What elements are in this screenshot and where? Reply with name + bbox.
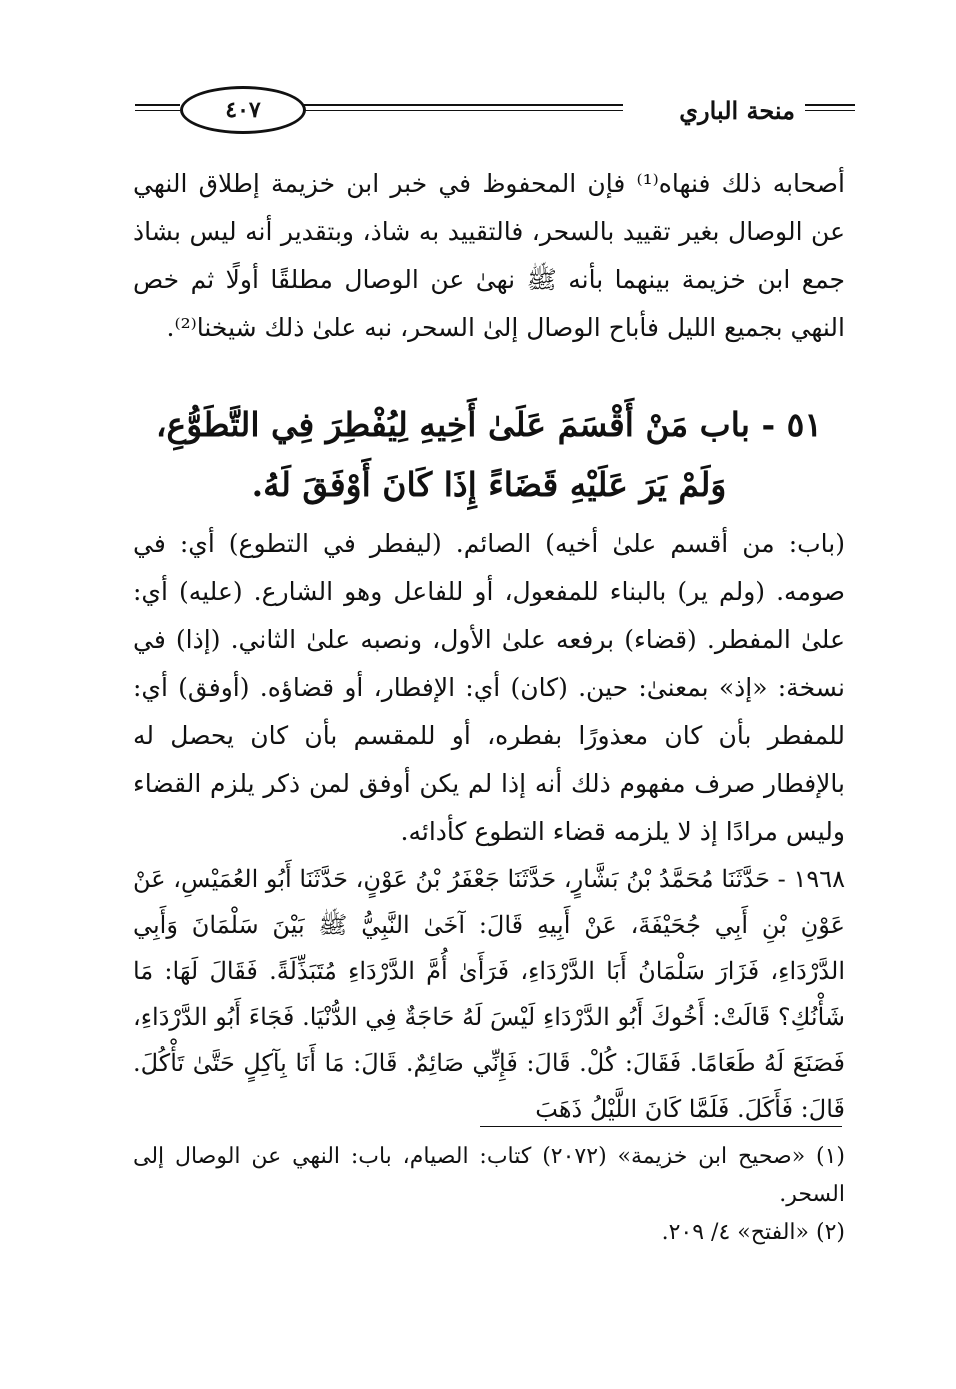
page-header (135, 86, 855, 146)
hadith-section (133, 856, 845, 1132)
hadith-paragraph: ١٩٦٨ - حَدَّثَنَا مُحَمَّدُ بْنُ بَشَّارٍ، حَدَّثَنَا جَعْفَرُ بْنُ عَوْنٍ، حَدَّثَنَا أَبُو العُمَيْسِ، عَنْ عَوْنِ بْنِ أَبِي جُحَيْفَةَ، عَنْ أَبِيهِ قَالَ: آخَىٰ النَّبِيُّ ﷺ بَيْنَ سَلْمَانَ وَأَبِي الدَّرْدَاءِ، فَزَارَ سَلْمَانُ أَبَا الدَّرْدَاءِ، فَرَأَىٰ أُمَّ الدَّرْدَاءِ مُتَبَذِّلَةً. فَقَالَ لَهَا: مَا شَأْنُكِ؟ قَالَتْ: أَخُوكَ أَبُو الدَّرْدَاءِ لَيْسَ لَهُ حَاجَةٌ فِي الدُّنْيَا. فَجَاءَ أَبُو الدَّرْدَاءِ، فَصَنَعَ لَهُ طَعَامًا. فَقَالَ: كُلْ. قَالَ: فَإِنِّي صَائِمٌ. قَالَ: مَا أَنَا بِآكِلٍ حَتَّىٰ تَأْكُلَ. قَالَ: فَأَكَلَ. فَلَمَّا كَانَ اللَّيْلُ ذَهَبَ (133, 865, 845, 1123)
page-number: ٤٠٧ (180, 86, 306, 134)
header-rule-middle-inner (303, 110, 623, 111)
footnote-1: (١) «صحيح ابن خزيمة» (٢٠٧٢) كتاب: الصيام، باب: النهي عن الوصال إلى السحر. (133, 1144, 845, 1207)
commentary-section (133, 520, 845, 856)
header-rule-middle (303, 104, 623, 106)
header-rule-right-inner (805, 110, 855, 111)
chapter-heading: ٥١ - باب مَنْ أَقْسَمَ عَلَىٰ أَخِيهِ لِيُفْطِرَ فِي التَّطَوُّعِ، وَلَمْ يَرَ عَلَيْهِ قَضَاءً إِذَا كَانَ أَوْفَقَ لَهُ. (155, 405, 823, 504)
intro-paragraph: أصحابه ذلك فنهاه⁽¹⁾ فإن المحفوظ في خبر ابن خزيمة إطلاق النهي عن الوصال بغير تقييد بالسحر، فالتقييد به شاذ، وبتقدير أنه ليس بشاذ جمع ابن خزيمة بينهما بأنه ﷺ نهىٰ عن الوصال مطلقًا أولًا ثم خص النهي بجميع الليل فأباح الوصال إلىٰ السحر، نبه علىٰ ذلك شيخنا⁽²⁾. (133, 169, 845, 342)
header-rule-right (805, 104, 855, 106)
intro-section (133, 160, 845, 352)
footnotes (133, 1138, 845, 1252)
commentary-paragraph: (باب: من أقسم علىٰ أخيه) الصائم. (ليفطر في التطوع) أي: في صومه. (ولم ير) بالبناء للمفعول، أو للفاعل وهو الشارع. (عليه) أي: علىٰ المفطر. (قضاء) برفعه علىٰ الأول، ونصبه علىٰ الثاني. (إذا) في نسخة: «إذ» بمعنىٰ: حين. (كان) أي: الإفطار، أو قضاؤه. (أوفق) أي: للمفطر بأن كان معذورًا بفطره، أو للمقسم بأن كان يحصل له بالإفطار صرف مفهوم ذلك أنه إذا لم يكن أوفق لمن ذكر يلزم القضاء وليس مرادًا إذ لا يلزمه قضاء التطوع كأدائه. (133, 529, 845, 846)
book-title: منحة الباري (679, 96, 795, 125)
header-rule-left (135, 104, 180, 106)
footnote-2: (٢) «الفتح» ٤/ ٢٠٩. (661, 1220, 845, 1245)
header-rule-left-inner (135, 110, 180, 111)
footnote-separator (480, 1126, 842, 1127)
